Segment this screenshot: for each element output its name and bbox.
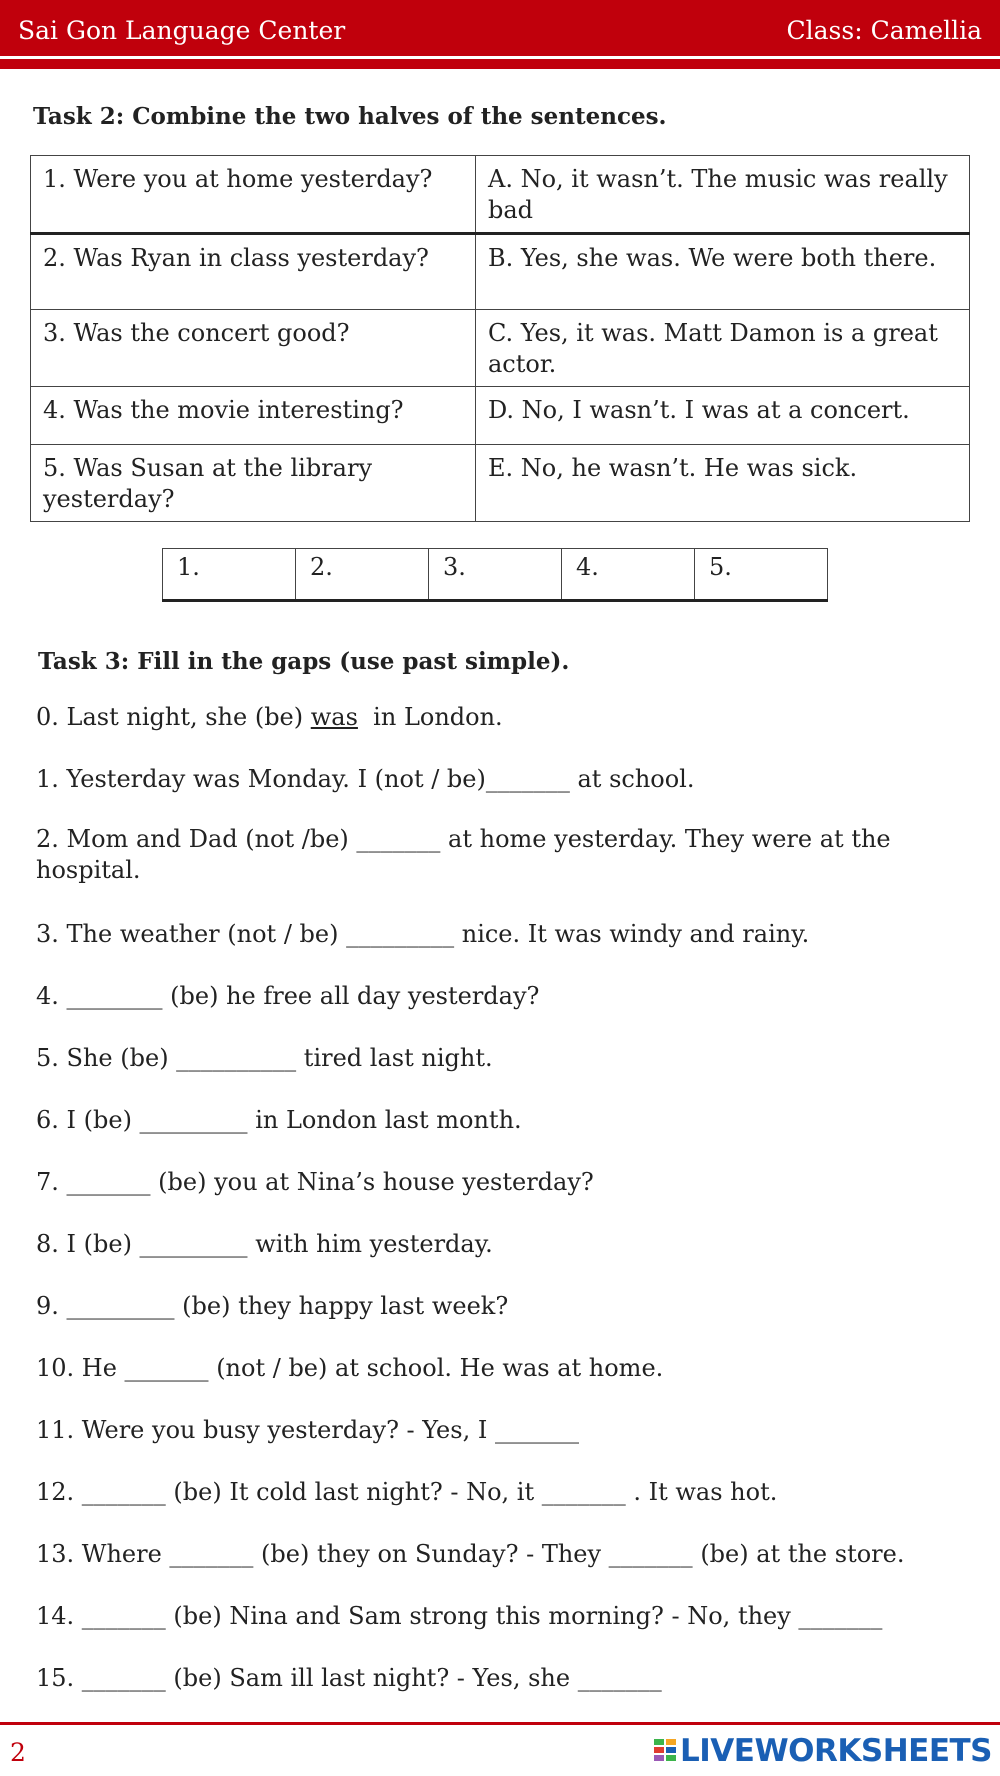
question-cell: 1. Were you at home yesterday? xyxy=(31,156,476,234)
page-number: 2 xyxy=(10,1738,26,1767)
gap-sentence-9[interactable]: 9. _________ (be) they happy last week? xyxy=(36,1292,509,1320)
center-name: Sai Gon Language Center xyxy=(18,16,346,45)
answer-cell: E. No, he wasn’t. He was sick. xyxy=(476,445,970,522)
question-cell: 2. Was Ryan in class yesterday? xyxy=(31,234,476,310)
example-answer: was xyxy=(310,703,358,731)
question-cell: 4. Was the movie interesting? xyxy=(31,387,476,445)
footer-divider xyxy=(0,1722,1000,1725)
answer-box-table xyxy=(162,548,828,602)
question-cell: 3. Was the concert good? xyxy=(31,310,476,387)
example-before: 0. Last night, she (be) xyxy=(36,703,311,731)
gap-sentence-14[interactable]: 14. _______ (be) Nina and Sam strong this morning? - No, they _______ xyxy=(36,1602,883,1630)
gap-sentence-6[interactable]: 6. I (be) _________ in London last month. xyxy=(36,1106,522,1134)
gap-sentence-1[interactable]: 1. Yesterday was Monday. I (not / be)_______ at school. xyxy=(36,765,695,793)
answer-cell: B. Yes, she was. We were both there. xyxy=(476,234,970,310)
gap-sentence-3[interactable]: 3. The weather (not / be) _________ nice. It was windy and rainy. xyxy=(36,920,810,948)
table-row xyxy=(31,156,970,234)
gap-sentence-11[interactable]: 11. Were you busy yesterday? - Yes, I _______ xyxy=(36,1416,579,1444)
liveworksheets-brand[interactable] xyxy=(653,1732,992,1770)
answer-box-4[interactable]: 4. xyxy=(562,549,695,601)
table-row xyxy=(31,445,970,522)
gap-sentence-15[interactable]: 15. _______ (be) Sam ill last night? - Yes, she _______ xyxy=(36,1664,662,1692)
answer-cell: C. Yes, it was. Matt Damon is a great actor. xyxy=(476,310,970,387)
brand-text: LIVEWORKSHEETS xyxy=(680,1733,992,1769)
example-after: in London. xyxy=(357,703,503,731)
page-header xyxy=(0,0,1000,56)
gap-sentence-13[interactable]: 13. Where _______ (be) they on Sunday? - They _______ (be) at the store. xyxy=(36,1540,905,1568)
gap-sentence-8[interactable]: 8. I (be) _________ with him yesterday. xyxy=(36,1230,493,1258)
table-row xyxy=(31,234,970,310)
example-sentence xyxy=(36,703,503,731)
table-row xyxy=(31,387,970,445)
answer-box-row xyxy=(163,549,828,601)
header-bottom-band xyxy=(0,59,1000,69)
gap-sentence-12[interactable]: 12. _______ (be) It cold last night? - No, it _______ . It was hot. xyxy=(36,1478,778,1506)
gap-sentence-5[interactable]: 5. She (be) __________ tired last night. xyxy=(36,1044,493,1072)
liveworksheets-logo-icon xyxy=(653,1737,677,1765)
gap-sentence-7[interactable]: 7. _______ (be) you at Nina’s house yesterday? xyxy=(36,1168,594,1196)
answer-box-2[interactable]: 2. xyxy=(296,549,429,601)
answer-cell: A. No, it wasn’t. The music was really bad xyxy=(476,156,970,234)
matching-table xyxy=(30,155,970,522)
gap-sentence-2[interactable]: 2. Mom and Dad (not /be) _______ at home yesterday. They were at the hospital. xyxy=(36,825,891,884)
task3-title: Task 3: Fill in the gaps (use past simple). xyxy=(38,648,570,675)
answer-cell: D. No, I wasn’t. I was at a concert. xyxy=(476,387,970,445)
answer-box-3[interactable]: 3. xyxy=(429,549,562,601)
gap-sentence-10[interactable]: 10. He _______ (not / be) at school. He was at home. xyxy=(36,1354,664,1382)
table-row xyxy=(31,310,970,387)
question-cell: 5. Was Susan at the library yesterday? xyxy=(31,445,476,522)
answer-box-5[interactable]: 5. xyxy=(695,549,828,601)
task2-title: Task 2: Combine the two halves of the sentences. xyxy=(33,103,667,130)
gap-sentence-4[interactable]: 4. ________ (be) he free all day yesterday? xyxy=(36,982,540,1010)
answer-box-1[interactable]: 1. xyxy=(163,549,296,601)
class-label: Class: Camellia xyxy=(786,16,982,45)
